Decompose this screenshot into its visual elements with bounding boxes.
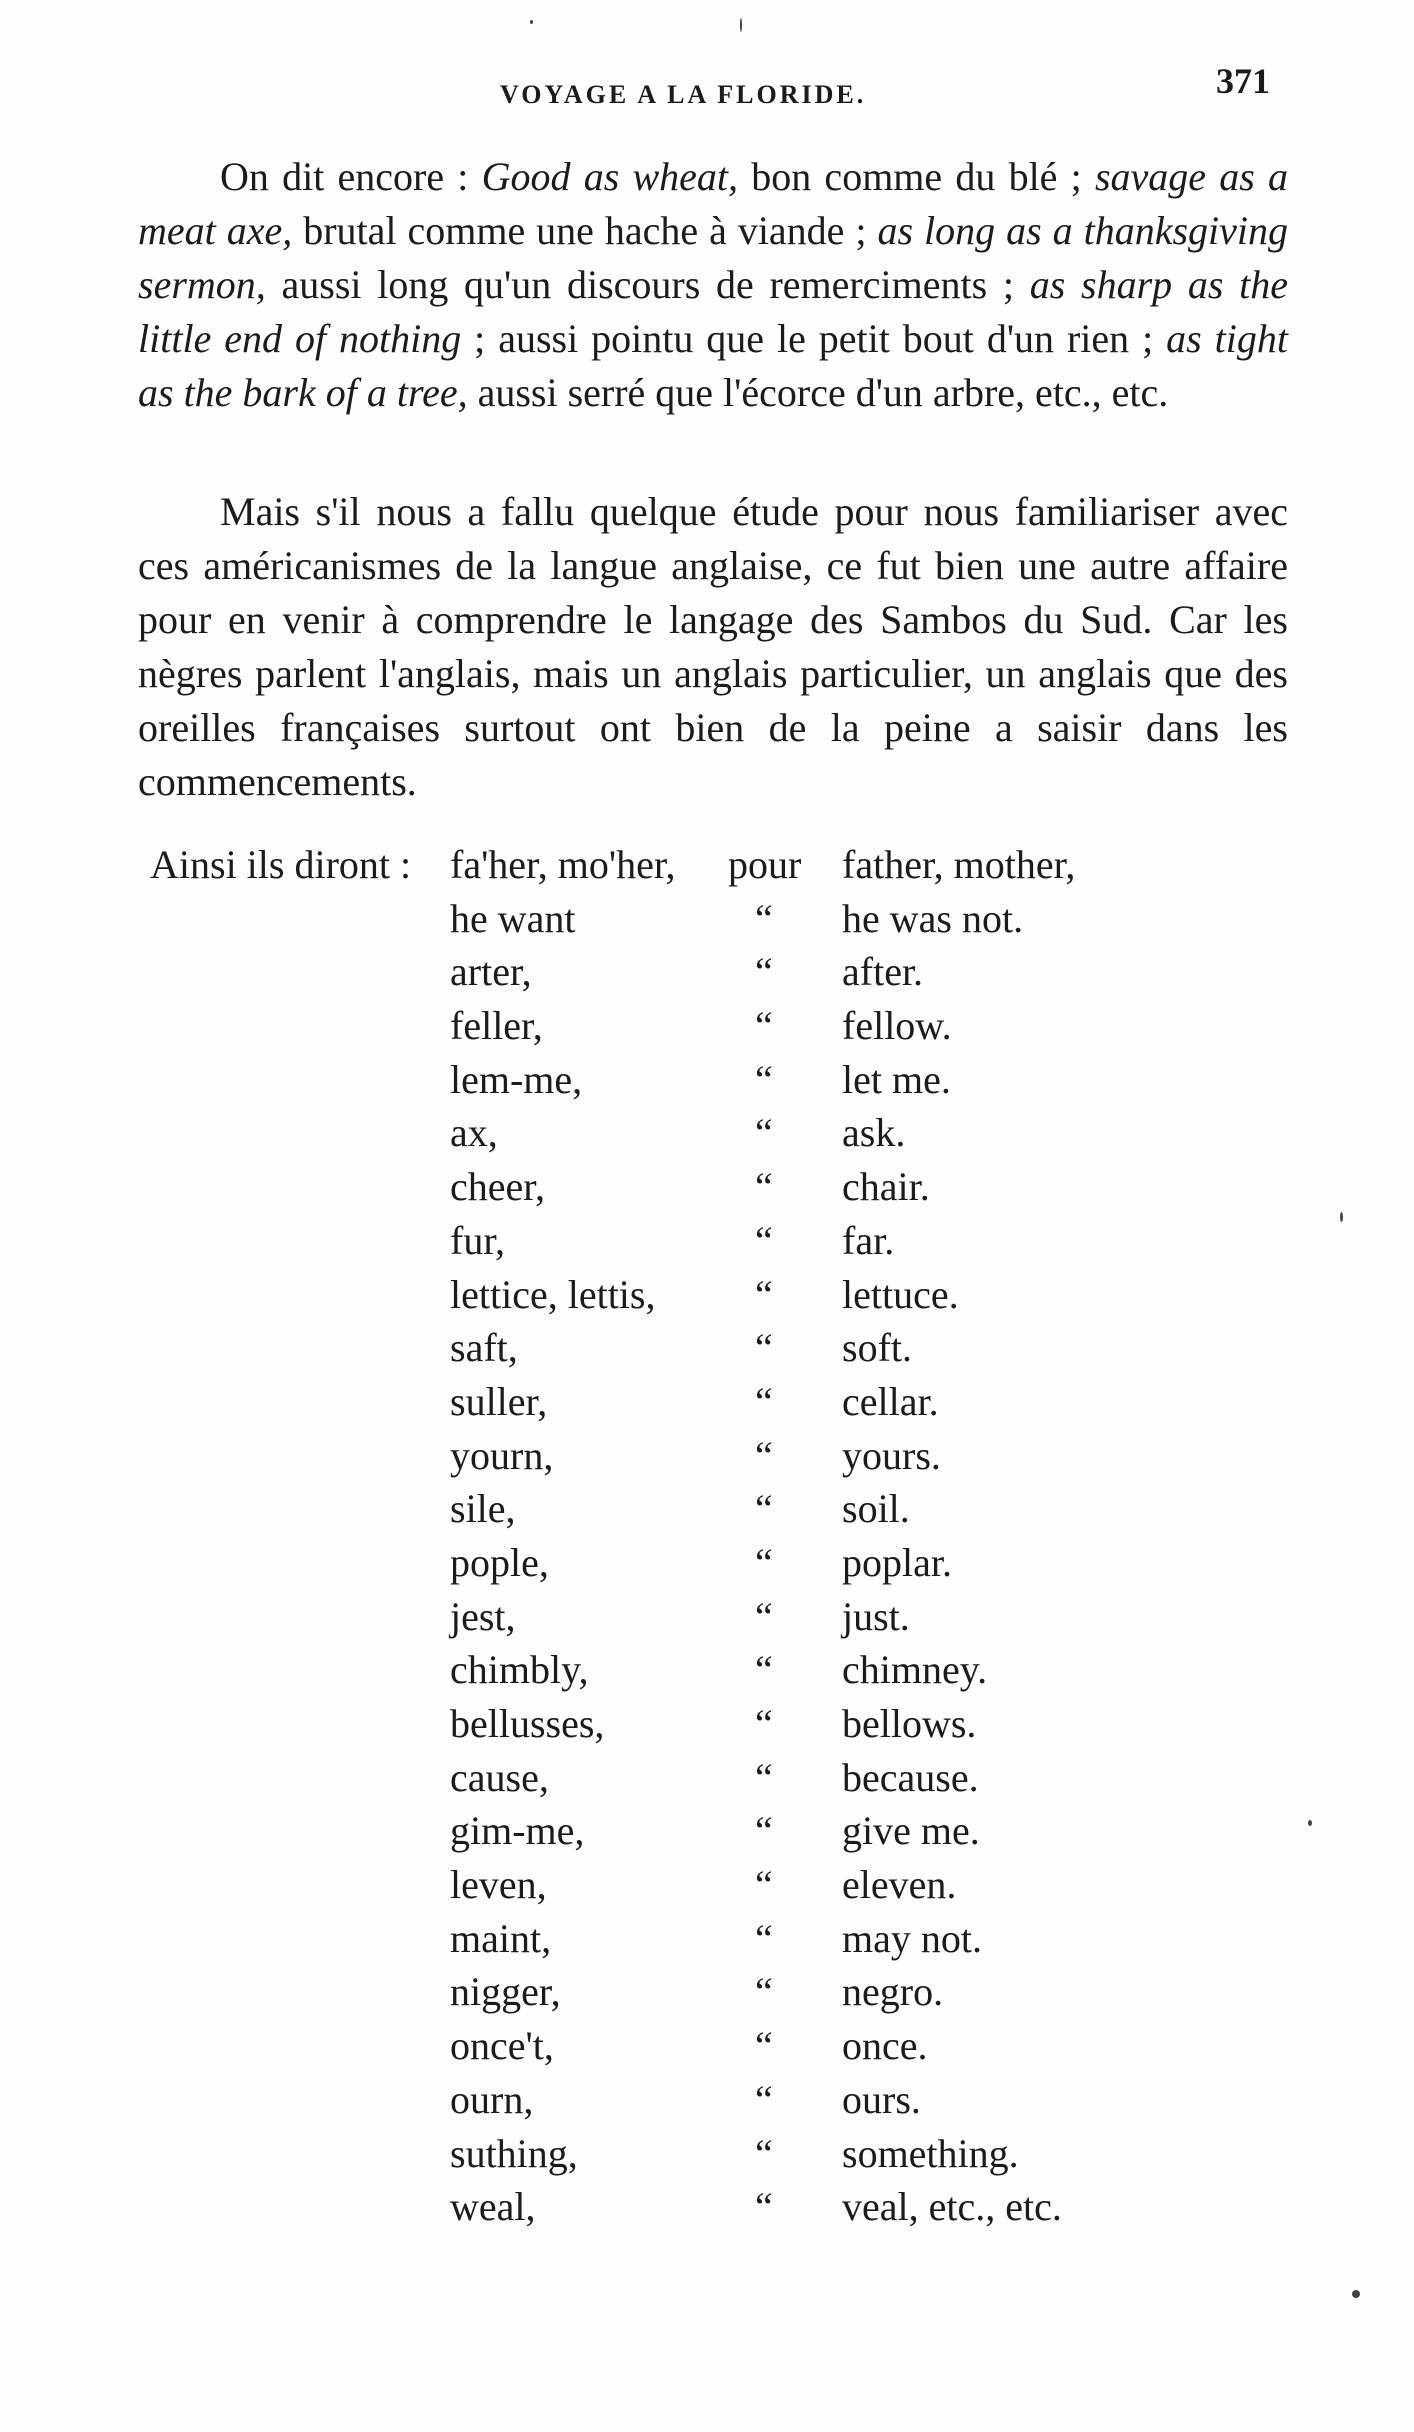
- dialect-word: lem-me,: [450, 1056, 583, 1102]
- ditto-mark: “: [755, 1969, 773, 2015]
- dialect-word: chimbly,: [450, 1647, 589, 1693]
- dialect-word: suller,: [450, 1378, 548, 1424]
- list-item: [0, 1482, 1414, 1536]
- list-item: [0, 2180, 1414, 2234]
- standard-word: eleven.: [842, 1862, 957, 1908]
- dialect-word: cheer,: [450, 1164, 545, 1210]
- list-item: [0, 999, 1414, 1053]
- list-item: [0, 1053, 1414, 1107]
- paragraph-text: brutal comme une hache à viande ;: [292, 208, 878, 253]
- list-item: [0, 1590, 1414, 1644]
- ditto-mark: “: [755, 1647, 773, 1693]
- dialect-word: ax,: [450, 1110, 498, 1156]
- list-item: [0, 1536, 1414, 1590]
- english-phrase: as long as a thanksgiving sermon,: [138, 208, 1288, 307]
- list-item: [0, 945, 1414, 999]
- standard-word: far.: [842, 1217, 895, 1263]
- dialect-word: sile,: [450, 1486, 516, 1532]
- standard-word: once.: [842, 2023, 928, 2069]
- print-speck: [1308, 1820, 1312, 1826]
- ditto-mark: “: [755, 1056, 773, 1102]
- standard-word: may not.: [842, 1915, 982, 1961]
- standard-word: lettuce.: [842, 1271, 959, 1317]
- dialect-word: gim-me,: [450, 1808, 585, 1854]
- ditto-mark: “: [755, 1862, 773, 1908]
- english-phrase: as sharp as the little end of nothing: [138, 262, 1289, 361]
- page-header: [0, 60, 1414, 120]
- list-item: [0, 1375, 1414, 1429]
- paragraph-similes: [138, 150, 1288, 420]
- ditto-mark: “: [755, 2184, 773, 2230]
- paragraph-text: On dit encore :: [220, 154, 482, 199]
- ditto-mark: “: [755, 1754, 773, 1800]
- list-item: [0, 1160, 1414, 1214]
- dialect-word: ourn,: [450, 2076, 534, 2122]
- list-item: [0, 1697, 1414, 1751]
- page-number: 371: [1216, 61, 1270, 101]
- dialect-word: suthing,: [450, 2130, 578, 2176]
- list-item: [0, 1268, 1414, 1322]
- ditto-mark: “: [755, 1003, 773, 1049]
- list-item: [0, 892, 1414, 946]
- standard-word: ours.: [842, 2076, 921, 2122]
- ditto-mark: “: [755, 1164, 773, 1210]
- standard-word: cellar.: [842, 1378, 939, 1424]
- list-item: [0, 2127, 1414, 2181]
- dialect-word: bellusses,: [450, 1701, 605, 1746]
- dialect-word: fur,: [450, 1217, 506, 1263]
- list-item: [0, 1965, 1414, 2019]
- print-speck: [530, 20, 533, 24]
- list-item: [0, 1751, 1414, 1805]
- paragraph-text: aussi serré que l'écorce d'un arbre, etc., etc.: [467, 370, 1169, 415]
- paragraph-text: aussi long qu'un discours de remerciments ;: [265, 262, 1030, 307]
- list-item: [0, 2073, 1414, 2127]
- running-title: VOYAGE A LA FLORIDE.: [500, 80, 867, 109]
- standard-word: bellows.: [842, 1701, 977, 1746]
- standard-word: because.: [842, 1754, 979, 1800]
- ditto-mark: “: [755, 1432, 773, 1478]
- ditto-mark: “: [755, 1915, 773, 1961]
- dialect-word: weal,: [450, 2184, 536, 2230]
- print-speck: [1352, 2290, 1360, 2298]
- ditto-mark: “: [755, 1271, 773, 1317]
- ditto-mark: “: [755, 895, 773, 941]
- ditto-mark: “: [755, 1486, 773, 1532]
- standard-word: let me.: [842, 1056, 951, 1102]
- ditto-mark: “: [755, 1593, 773, 1639]
- list-item: [0, 1804, 1414, 1858]
- standard-word: give me.: [842, 1808, 980, 1854]
- standard-word: soil.: [842, 1486, 910, 1532]
- print-speck: [740, 18, 742, 32]
- list-item: [0, 1106, 1414, 1160]
- english-phrase: savage as a meat axe,: [138, 154, 1289, 253]
- list-item: [0, 1321, 1414, 1375]
- ditto-mark: “: [755, 1110, 773, 1156]
- paragraph-text: ; aussi pointu que le petit bout d'un rien ;: [461, 316, 1167, 361]
- standard-word: yours.: [842, 1432, 941, 1478]
- standard-word: fellow.: [842, 1003, 952, 1049]
- ditto-mark: pour: [728, 842, 802, 887]
- list-item: [0, 838, 1414, 892]
- ditto-mark: “: [755, 2023, 773, 2069]
- paragraph-text: bon comme du blé ;: [738, 154, 1095, 199]
- list-item: [0, 2019, 1414, 2073]
- dialect-word: cause,: [450, 1754, 549, 1800]
- dialect-word: nigger,: [450, 1969, 561, 2015]
- dialect-word: maint,: [450, 1915, 552, 1961]
- list-item: [0, 1643, 1414, 1697]
- print-speck: [1340, 1212, 1343, 1222]
- dialect-word: he want: [450, 895, 576, 941]
- dialect-word: lettice, lettis,: [450, 1271, 656, 1317]
- dialect-word: feller,: [450, 1003, 543, 1049]
- dialect-word: pople,: [450, 1539, 549, 1585]
- dialect-word: jest,: [450, 1593, 516, 1639]
- dialect-word: arter,: [450, 949, 532, 995]
- dialect-word: saft,: [450, 1325, 518, 1371]
- list-item: [0, 1214, 1414, 1268]
- standard-word: chair.: [842, 1164, 930, 1210]
- standard-word: father, mother,: [842, 842, 1076, 887]
- standard-word: ask.: [842, 1110, 906, 1156]
- ditto-mark: “: [755, 1701, 773, 1746]
- ditto-mark: “: [755, 1539, 773, 1585]
- standard-word: veal, etc., etc.: [842, 2184, 1062, 2230]
- dialect-word: yourn,: [450, 1432, 554, 1478]
- list-intro: Ainsi ils diront :: [150, 842, 412, 887]
- paragraph-text: Mais s'il nous a fallu quelque étude pour nous familiariser avec ces américanismes de la langue anglaise, ce fut bien une autre affaire pour en venir à comprendre le langage des Sambos du Sud. Car les nègres parlent l'anglais, mais un anglais particulier, un anglais que des oreilles françaises surtout ont bien de la peine a saisir dans les commencements.: [138, 489, 1288, 804]
- standard-word: soft.: [842, 1325, 912, 1371]
- dialect-word: once't,: [450, 2023, 554, 2069]
- dialect-word: leven,: [450, 1862, 547, 1908]
- paragraph-negro-english: [138, 485, 1288, 809]
- list-item: [0, 1429, 1414, 1483]
- standard-word: poplar.: [842, 1539, 952, 1585]
- standard-word: he was not.: [842, 895, 1024, 941]
- english-phrase: as tight as the bark of a tree,: [138, 316, 1288, 415]
- english-phrase: Good as wheat,: [481, 154, 739, 199]
- word-list: [0, 838, 1414, 2234]
- list-item: [0, 1912, 1414, 1966]
- standard-word: chimney.: [842, 1647, 988, 1693]
- ditto-mark: “: [755, 949, 773, 995]
- dialect-word: fa'her, mo'her,: [450, 842, 676, 887]
- ditto-mark: “: [755, 1378, 773, 1424]
- ditto-mark: “: [755, 2076, 773, 2122]
- standard-word: negro.: [842, 1969, 944, 2015]
- ditto-mark: “: [755, 1217, 773, 1263]
- list-item: [0, 1858, 1414, 1912]
- ditto-mark: “: [755, 1325, 773, 1371]
- standard-word: something.: [842, 2130, 1019, 2176]
- standard-word: just.: [842, 1593, 910, 1639]
- standard-word: after.: [842, 949, 924, 995]
- ditto-mark: “: [755, 1808, 773, 1854]
- ditto-mark: “: [755, 2130, 773, 2176]
